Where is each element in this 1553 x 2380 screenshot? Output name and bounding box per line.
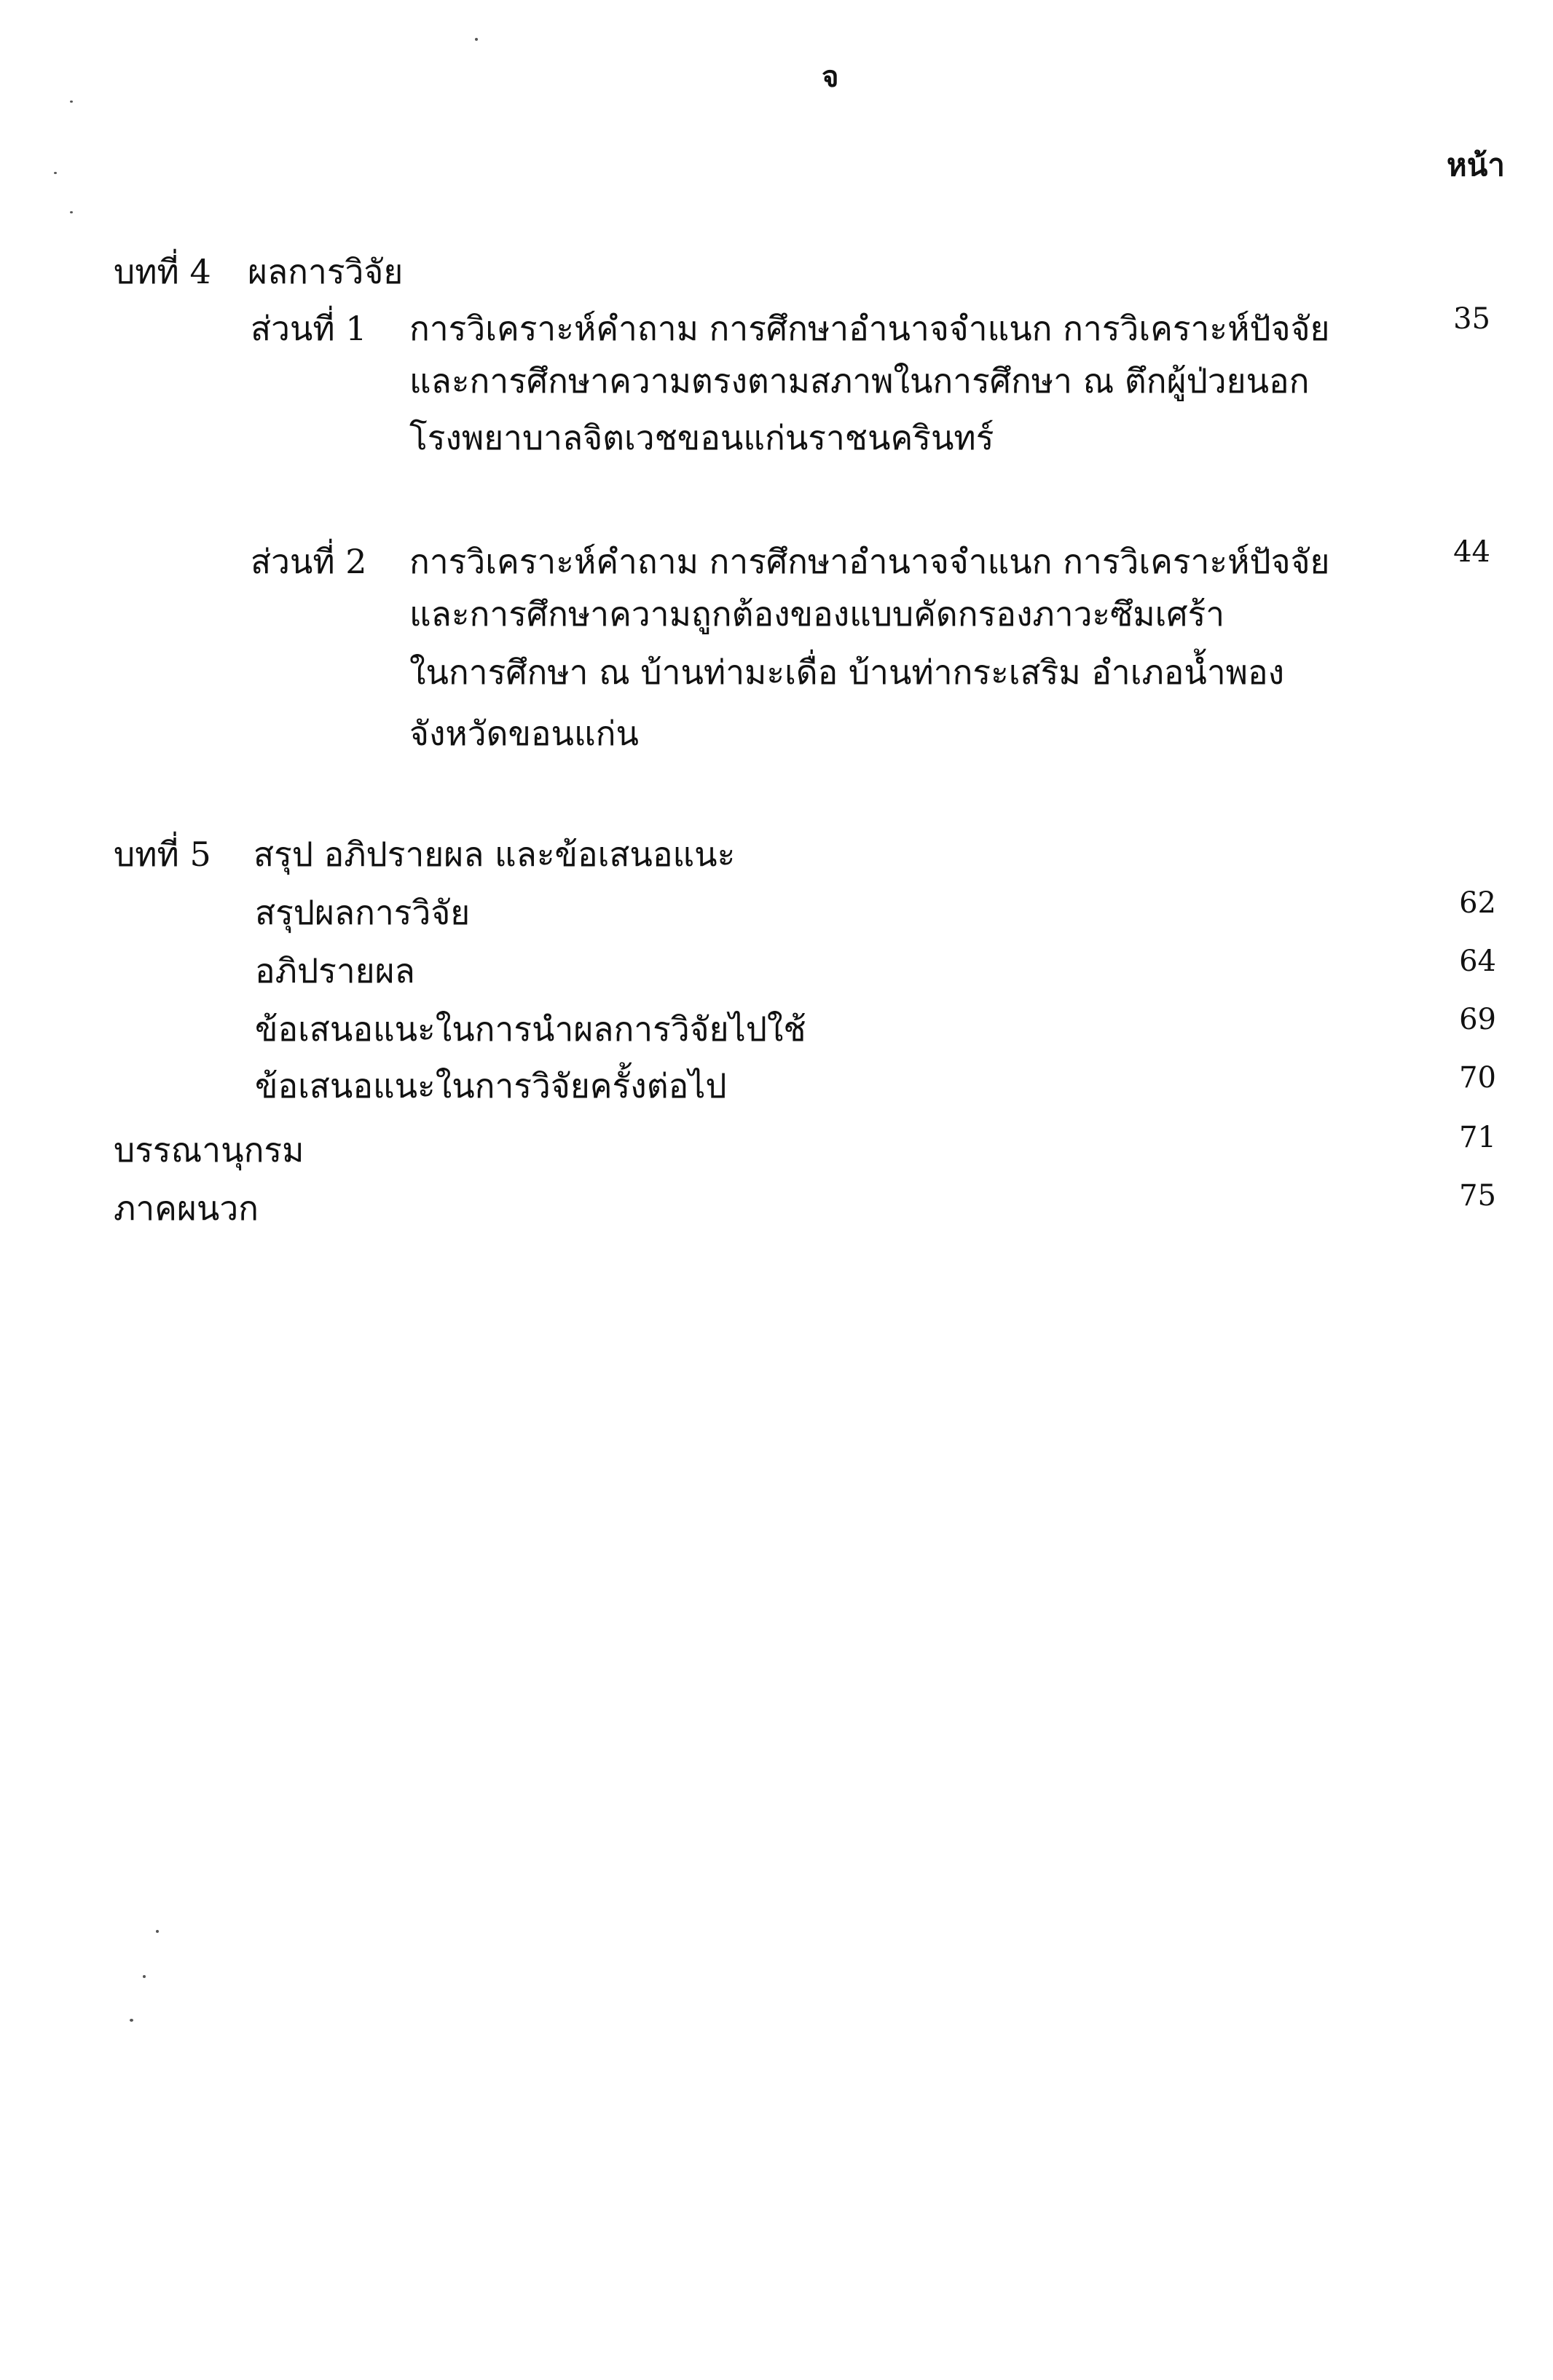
scan-speck	[70, 101, 73, 103]
part-1-line: การวิเคราะห์คำถาม การศึกษาอำนาจจำแนก การวิเคราะห์ปัจจัย	[409, 309, 1330, 348]
appendix-page: 75	[1459, 1179, 1496, 1213]
chapter-5-item: สรุปผลการวิจัย	[255, 893, 471, 932]
part-1-label: ส่วนที่ 1	[251, 309, 367, 348]
chapter-5-item: ข้อเสนอแนะในการวิจัยครั้งต่อไป	[255, 1066, 727, 1106]
part-2-label: ส่วนที่ 2	[251, 542, 367, 581]
chapter-4-label: บทที่ 4	[114, 252, 211, 291]
scan-speck	[143, 1975, 146, 1978]
page-marker: จ	[822, 60, 839, 94]
chapter-5-label: บทที่ 5	[114, 835, 211, 874]
chapter-5-item-page: 70	[1459, 1061, 1496, 1095]
chapter-5-item-page: 62	[1459, 886, 1496, 920]
part-2-line: และการศึกษาความถูกต้องของแบบคัดกรองภาวะซึมเศร้า	[409, 594, 1225, 634]
part-2-line: จังหวัดขอนแก่น	[409, 714, 639, 753]
part-2-line: การวิเคราะห์คำถาม การศึกษาอำนาจจำแนก การวิเคราะห์ปัจจัย	[409, 542, 1330, 581]
scan-speck	[54, 172, 57, 174]
part-1-line: โรงพยาบาลจิตเวชขอนแก่นราชนครินทร์	[409, 418, 994, 457]
appendix-entry: ภาคผนวก	[114, 1189, 259, 1228]
part-1-page: 35	[1453, 302, 1490, 336]
scan-speck	[156, 1930, 159, 1933]
page-column-header: หน้า	[1447, 147, 1505, 183]
chapter-4-title: ผลการวิจัย	[248, 252, 404, 291]
chapter-5-item: ข้อเสนอแนะในการนำผลการวิจัยไปใช้	[255, 1009, 806, 1049]
part-1-line: และการศึกษาความตรงตามสภาพในการศึกษา ณ ตึกผู้ป่วยนอก	[409, 361, 1310, 401]
bibliography-entry: บรรณานุกรม	[114, 1130, 304, 1170]
part-2-page: 44	[1453, 535, 1490, 569]
chapter-5-title: สรุป อภิปรายผล และข้อเสนอแนะ	[253, 835, 736, 874]
chapter-5-item: อภิปรายผล	[255, 951, 415, 990]
part-2-line: ในการศึกษา ณ บ้านท่ามะเดื่อ บ้านท่ากระเสริม อำเภอน้ำพอง	[409, 653, 1285, 692]
chapter-5-item-page: 69	[1459, 1003, 1496, 1036]
chapter-5-item-page: 64	[1459, 945, 1496, 978]
bibliography-page: 71	[1459, 1121, 1496, 1154]
scan-speck	[475, 38, 478, 41]
scan-speck	[130, 2019, 133, 2022]
scan-speck	[70, 211, 73, 213]
